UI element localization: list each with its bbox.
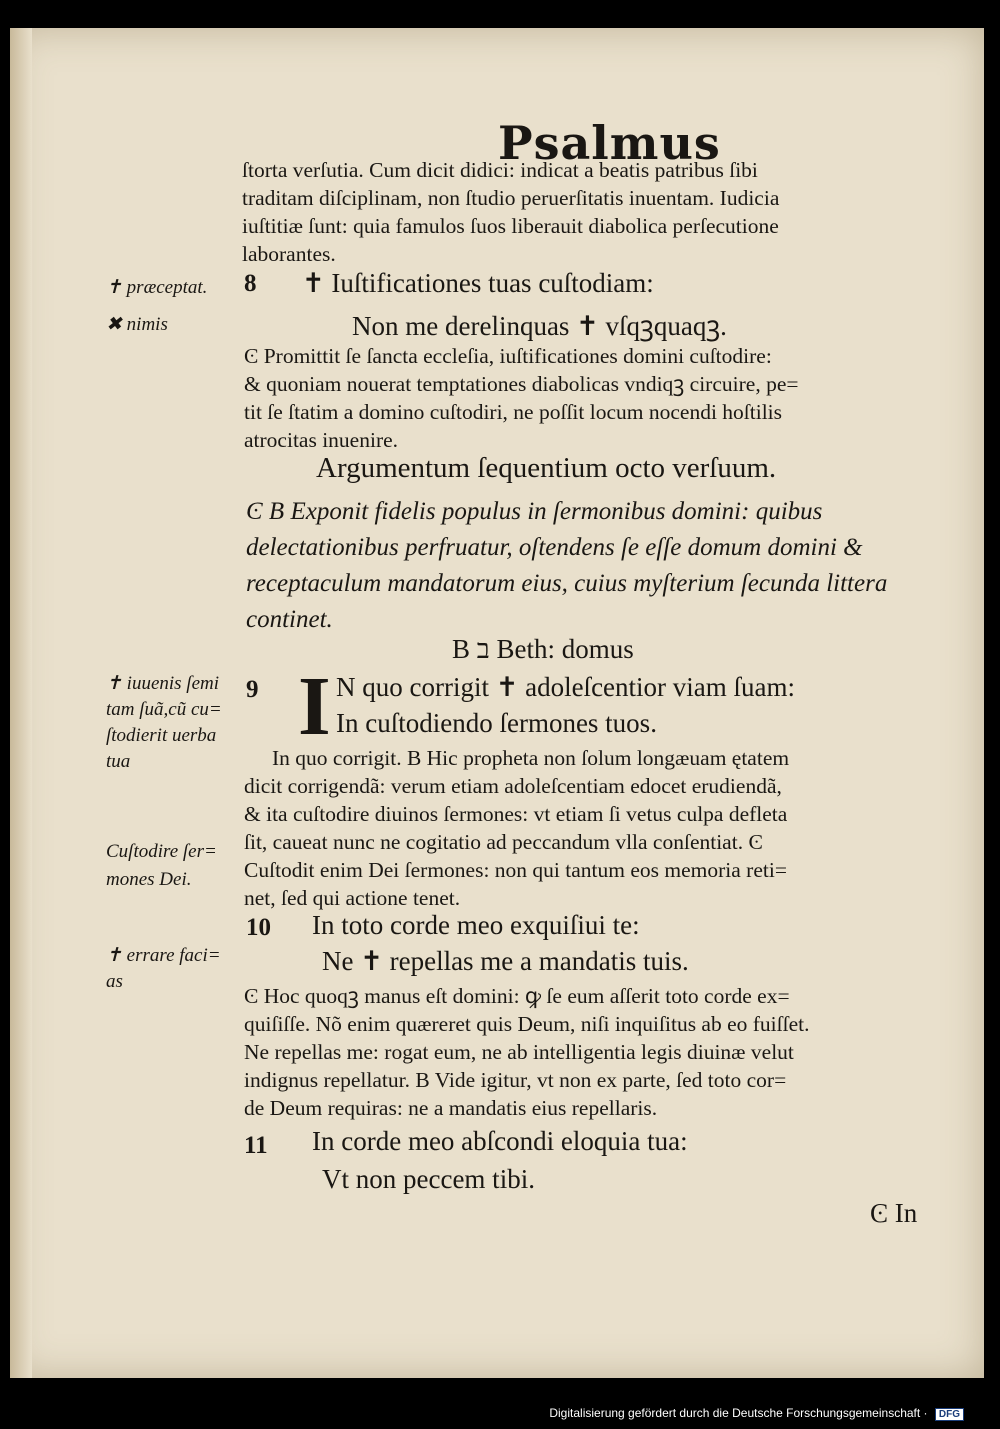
verse-number: 10 <box>246 914 271 941</box>
verse-number: 11 <box>244 1132 268 1159</box>
verse-line: Vt non peccem tibi. <box>322 1164 535 1194</box>
commentary-line: Ne repellas me: rogat eum, ne ab intelligentia legis diuinæ velut <box>244 1040 794 1064</box>
margin-note: Cuſtodire ſer= <box>106 841 217 862</box>
intro-line: traditam diſciplinam, non ſtudio peruerſitatis inuentam. Iudicia <box>242 186 780 210</box>
commentary-line: Ͼ Promittit ſe ſancta eccleſia, iuſtificationes domini cuſtodire: <box>244 344 772 368</box>
margin-note: ✝ præceptat. <box>106 277 208 298</box>
commentary-line: Cuſtodit enim Dei ſermones: non qui tantum eos memoria reti= <box>244 858 787 882</box>
book-page <box>10 28 984 1378</box>
credit-text: Digitalisierung gefördert durch die Deutsche Forschungsgemeinschaft · <box>549 1406 928 1420</box>
commentary-line: indignus repellatur. B Vide igitur, vt non ex parte, ſed toto cor= <box>244 1068 787 1092</box>
commentary-line: atrocitas inuenire. <box>244 428 399 452</box>
page-spine-shadow <box>10 28 32 1378</box>
commentary-line: net, ſed qui actione tenet. <box>244 886 461 910</box>
digitization-credit <box>549 1406 964 1421</box>
commentary-line: quiſiſſe. Nõ enim quæreret quis Deum, niſi inquiſitus ab eo fuiſſet. <box>244 1012 810 1036</box>
verse-number: 8 <box>244 270 257 297</box>
verse-line: N quo corrigit ✝ adoleſcentior viam ſuam: <box>336 672 795 702</box>
verse-line: In cuſtodiendo ſermones tuos. <box>336 708 657 738</box>
argumentum-line: continet. <box>246 606 333 633</box>
argumentum-line: receptaculum mandatorum eius, cuius myſterium ſecunda littera <box>246 570 888 597</box>
margin-note: ✝ errare faci= <box>106 945 221 966</box>
intro-line: ſtorta verſutia. Cum dicit didici: indicat a beatis patribus ſibi <box>242 158 758 182</box>
margin-note: as <box>106 971 123 992</box>
catchword: Ͼ In <box>870 1198 918 1228</box>
argumentum-line: delectationibus perfruatur, oſtendens ſe eſſe domum domini & <box>246 534 863 561</box>
margin-note: ✖ nimis <box>106 314 168 335</box>
margin-note: tam ſuã,cũ cu= <box>106 699 222 720</box>
verse-line: In corde meo abſcondi eloquia tua: <box>312 1126 688 1156</box>
verse-line: Ne ✝ repellas me a mandatis tuis. <box>322 946 689 976</box>
margin-note: mones Dei. <box>106 869 192 890</box>
verse-line: In toto corde meo exquiſiui te: <box>312 910 640 940</box>
drop-cap: I <box>298 660 331 753</box>
margin-note: ✝ iuuenis ſemi <box>106 673 220 694</box>
section-heading: B ב Beth: domus <box>452 634 634 664</box>
commentary-line: dicit corrigendã: verum etiam adoleſcentiam edocet erudiendã, <box>244 774 782 798</box>
commentary-line: tit ſe ſtatim a domino cuſtodiri, ne poſſit locum nocendi hoſtilis <box>244 400 783 424</box>
commentary-line: & ita cuſtodire diuinos ſermones: vt etiam ſi vetus culpa defleta <box>244 802 788 826</box>
verse-number: 9 <box>246 676 259 703</box>
commentary-line: Ͼ Hoc quoqꝫ manus eſt domini: ꝙ ſe eum aſſerit toto corde ex= <box>244 984 790 1008</box>
dfg-logo[interactable]: DFG <box>935 1408 964 1421</box>
commentary-line: de Deum requiras: ne a mandatis eius repellaris. <box>244 1096 658 1120</box>
argumentum-line: Ͼ B Exponit fidelis populus in ſermonibus domini: quibus <box>246 498 823 525</box>
commentary-line: ſit, caueat nunc ne cogitatio ad peccandum vlla conſentiat. Ͼ <box>244 830 763 854</box>
argumentum-heading: Argumentum ſequentium octo verſuum. <box>316 452 777 484</box>
margin-note: tua <box>106 751 131 772</box>
verse-line: ✝ Iuſtificationes tuas cuſtodiam: <box>302 268 654 298</box>
commentary-line: & quoniam nouerat temptationes diabolicas vndiqꝫ circuire, pe= <box>244 372 799 396</box>
margin-note: ſtodierit uerba <box>106 725 217 746</box>
intro-line: laborantes. <box>242 242 336 266</box>
intro-line: iuſtitiæ ſunt: quia famulos ſuos liberauit diabolica perſecutione <box>242 214 779 238</box>
running-head: Psalmus <box>498 116 721 170</box>
commentary-line: In quo corrigit. B Hic propheta non ſolum longæuam ętatem <box>272 746 790 770</box>
verse-line: Non me derelinquas ✝ vſqꝫquaqꝫ. <box>352 311 727 341</box>
